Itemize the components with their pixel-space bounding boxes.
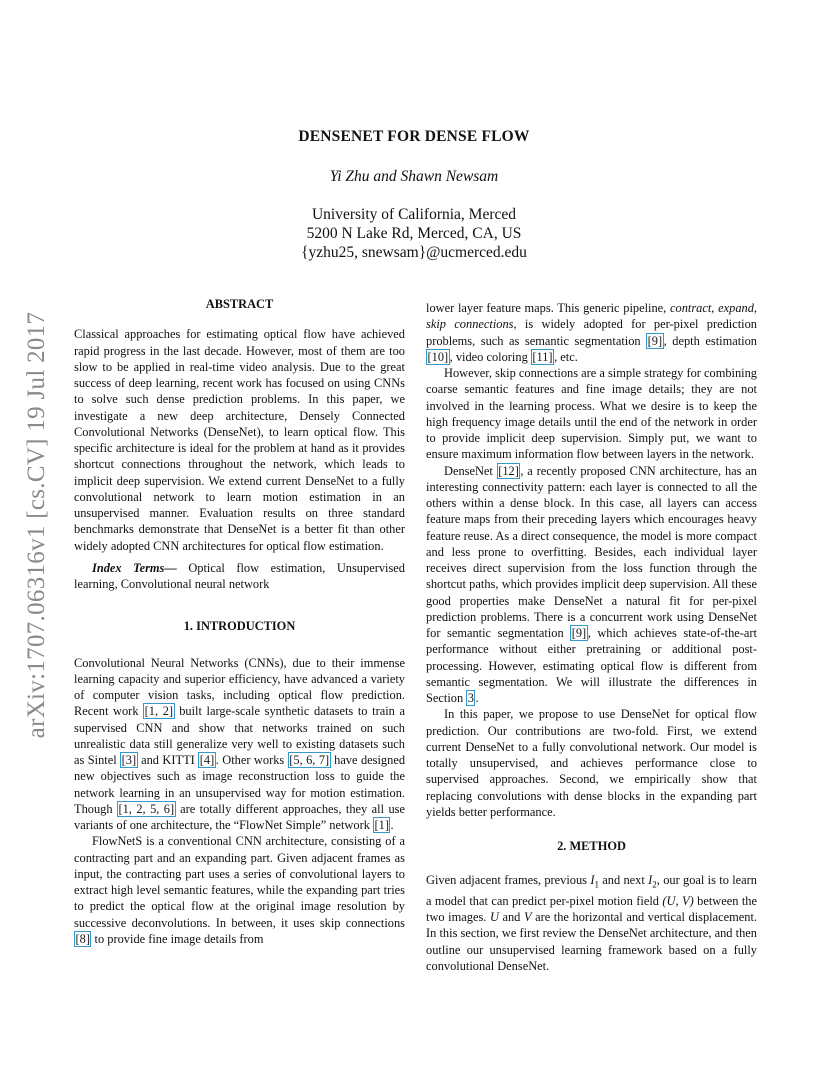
citation-link[interactable]: [3] <box>121 753 137 767</box>
index-terms <box>74 560 405 593</box>
arxiv-identifier-stamp <box>17 294 57 756</box>
introduction-heading: 1. INTRODUCTION <box>183 619 296 634</box>
citation-link[interactable]: [9] <box>571 626 587 640</box>
citation-link[interactable]: [9] <box>647 333 663 348</box>
citation-link[interactable]: [5, 6, 7] <box>289 753 330 767</box>
citation-link[interactable]: [4] <box>199 753 215 767</box>
right-paragraph-4: In this paper, we propose to use DenseNet for optical flow prediction. Our contributions are two-fold. First, we extend current DenseNet to a fully convolutional network. Our model is totally unsupervised, and achieves performance close to supervised approaches. Second, we empirically show that replacing convolutions with dense blocks in the expanding part yields better performance. <box>426 707 757 819</box>
intro-paragraph-2: FlowNetS is a conventional CNN architecture, consisting of a contracting part and an expanding part. Given adjacent frames as input, the contracting part uses a series of convolutional layers to extract high level semantic features, while the expanding part tries to predict the optical flow at the original image resolution by successive deconvolutions. In between, it uses skip connections [8] to provide fine image details from <box>74 834 405 946</box>
citation-link[interactable]: [1, 2] <box>144 704 174 719</box>
citation-link[interactable]: [12] <box>498 463 519 478</box>
index-terms-label: Index Terms— <box>92 560 177 575</box>
affiliation-line: 5200 N Lake Rd, Merced, CA, US <box>306 225 522 242</box>
citation-link[interactable]: [11] <box>532 349 553 364</box>
right-paragraph-3: DenseNet [12] , a recently proposed CNN architecture, has an interesting connectivity pattern: each layer is connected to all the others within a dense block. In this case, all layers can access feature maps from their preceding layers which encourages heavy feature reuse. As a direct consequence, the model is more compact and less prone to overfitting. Besides, each individual layer receives direct supervision from the loss function through the shortcut paths, which provides implicit deep supervision. All these good properties make DenseNet a natural fit for per-pixel prediction problems. There is a concurrent work using DenseNet for semantic segmentation [9] , which achieves state-of-the-art performance without either pretraining or additional post-processing. However, estimating optical flow is different from semantic segmentation. We will illustrate the differences in Section 3 . <box>426 463 758 705</box>
abstract-heading: ABSTRACT <box>205 297 274 311</box>
method-paragraph-1: Given adjacent frames, previous $I_1$ and next $I_2$, our goal is to learn a model that can predict per-pixel motion field (U, V) between the two images. U and V are the horizontal and vertical displacement. In this section, we first review the DenseNet architecture, and then outline our unsupervised learning framework based on a fully convolutional DenseNet. <box>426 873 758 973</box>
citation-link[interactable]: [1] <box>374 818 389 832</box>
citation-link[interactable]: [10] <box>427 349 449 364</box>
abstract-text: Classical approaches for estimating optical flow have achieved rapid progress in the last decade. However, most of them are too slow to be applied in real-time video analysis. Due to the great success of deep learning, recent work has focused on using CNNs to solve such dense prediction problems. In this paper, we investigate a new deep architecture, Densely Connected Convolutional Networks (DenseNet), to learn optical flow. This specific architecture is ideal for the problem at hand as it provides shortcut connections throughout the network, which leads to implicit deep supervision. We extend current DenseNet to a fully convolutional network to learn motion estimation in an unsupervised manner. Evaluation results on three standard benchmarks demonstrate that DenseNet is a better fit than other widely adopted CNN architectures for optical flow estimation. <box>74 327 405 553</box>
method-heading: 2. METHOD <box>557 839 626 853</box>
author-affiliation <box>0 205 828 262</box>
citation-link[interactable]: [8] <box>75 931 90 946</box>
section-link[interactable]: 3 <box>467 691 474 705</box>
affiliation-line: {yzhu25, snewsam}@ucmerced.edu <box>301 244 527 261</box>
right-paragraph-2: However, skip connections are a simple strategy for combining coarse semantic features and fine image details; they are not involved in the learning process. What we desire is to keep the high frequency image details until the end of the network in order to provide implicit deep supervision. Simply put, we want to ensure maximum information flow between layers in the network. <box>426 366 757 462</box>
right-paragraph-1: lower layer feature maps. This generic pipeline, contract, expand, skip connections, is widely adopted for per-pixel prediction problems, such as semantic segmentation [9] , depth estimation [10] , video coloring [11] , etc. <box>426 301 757 364</box>
index-terms-text: Optical flow estimation, Unsupervised learning, Convolutional neural network <box>74 560 405 591</box>
arxiv-id-text: arXiv:1707.06316v1 [cs.CV] 19 Jul 2017 <box>23 311 50 739</box>
intro-paragraph-1: Convolutional Neural Networks (CNNs), due to their immense learning capacity and superior efficiency, have advanced a variety of computer vision tasks, including optical flow prediction. Recent work [1, 2] built large-scale synthetic datasets to train a supervised CNN and show that networks trained on such unrealistic data still generalize very well to existing datasets such as Sintel [3] and KITTI [4] . Other works [5, 6, 7] have designed new objectives such as image reconstruction loss to guide the network learning in an unsupervised way for motion estimation. Though [1, 2, 5, 6] are totally different approaches, they all use variants of one architecture, the “FlowNet Simple” network [1] . <box>74 655 406 832</box>
paper-title: DENSENET FOR DENSE FLOW <box>298 128 530 145</box>
right-column <box>426 300 757 974</box>
paper-authors: Yi Zhu and Shawn Newsam <box>329 168 499 185</box>
affiliation-line: University of California, Merced <box>311 206 517 223</box>
citation-link[interactable]: [1, 2, 5, 6] <box>118 801 175 816</box>
left-column <box>74 296 405 947</box>
